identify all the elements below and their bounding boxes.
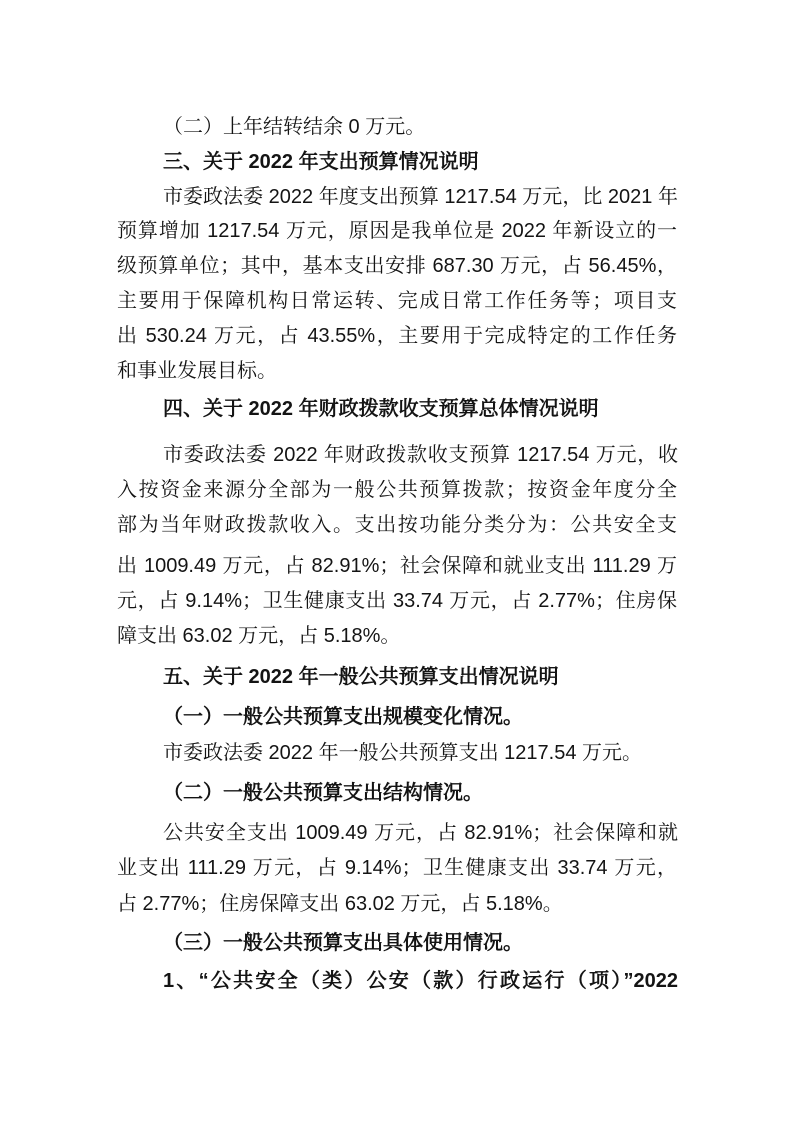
section4-line: 入按资金来源分全部为一般公共预算拨款；按资金年度分全 <box>117 479 677 501</box>
section3-line: 出 530.24 万元，占 43.55%，主要用于完成特定的工作任务 <box>117 325 677 347</box>
section4-heading: 四、关于 2022 年财政拨款收支预算总体情况说明 <box>163 398 599 420</box>
section3-line: 市委政法委 2022 年度支出预算 1217.54 万元，比 2021 年 <box>163 186 678 208</box>
section4-line: 出 1009.49 万元，占 82.91%；社会保障和就业支出 111.29 万 <box>117 555 677 577</box>
section3-line: 和事业发展目标。 <box>117 360 277 382</box>
section5-heading: 五、关于 2022 年一般公共预算支出情况说明 <box>163 666 559 688</box>
section5-sub2-line: 占 2.77%；住房保障支出 63.02 万元，占 5.18%。 <box>117 893 563 915</box>
section5-sub1-line: 市委政法委 2022 年一般公共预算支出 1217.54 万元。 <box>163 742 643 764</box>
section4-line: 元，占 9.14%；卫生健康支出 33.74 万元，占 2.77%；住房保 <box>117 590 677 612</box>
section5-sub1-heading: （一）一般公共预算支出规模变化情况。 <box>163 706 523 728</box>
section4-line: 障支出 63.02 万元，占 5.18%。 <box>117 625 401 647</box>
section3-heading: 三、关于 2022 年支出预算情况说明 <box>163 151 479 173</box>
carryover-balance-line: （二）上年结转结余 0 万元。 <box>163 116 426 138</box>
section5-sub2-heading: （二）一般公共预算支出结构情况。 <box>163 782 483 804</box>
section3-line: 主要用于保障机构日常运转、完成日常工作任务等；项目支 <box>117 290 677 312</box>
section5-sub2-line: 业支出 111.29 万元，占 9.14%；卫生健康支出 33.74 万元， <box>117 857 677 879</box>
section3-line: 级预算单位；其中，基本支出安排 687.30 万元，占 56.45%， <box>117 255 677 277</box>
section3-line: 预算增加 1217.54 万元，原因是我单位是 2022 年新设立的一 <box>117 220 677 242</box>
section5-sub2-line: 公共安全支出 1009.49 万元，占 82.91%；社会保障和就 <box>163 822 678 844</box>
section4-line: 部为当年财政拨款收入。支出按功能分类分为：公共安全支 <box>117 514 677 536</box>
section4-line: 市委政法委 2022 年财政拨款收支预算 1217.54 万元，收 <box>163 444 678 466</box>
section5-sub3-item1: 1、“公共安全（类）公安（款）行政运行（项）”2022 <box>163 970 678 992</box>
section5-sub3-heading: （三）一般公共预算支出具体使用情况。 <box>163 932 523 954</box>
